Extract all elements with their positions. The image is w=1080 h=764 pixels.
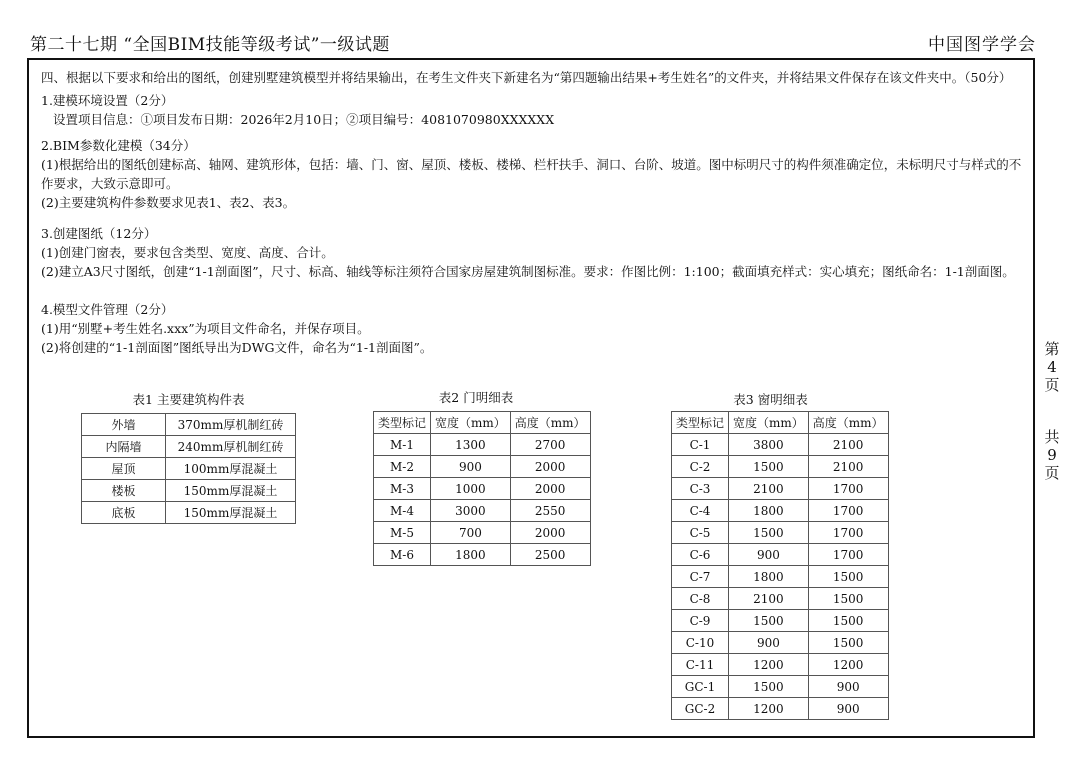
section-line: (2)将创建的“1-1剖面图”图纸导出为DWG文件，命名为“1-1剖面图”。: [41, 340, 433, 355]
component-table: [81, 413, 296, 524]
table-cell: C-10: [672, 632, 729, 654]
table-row: [374, 522, 591, 544]
table-header-row: [374, 412, 591, 434]
section-heading: 4.模型文件管理（2分）: [41, 302, 174, 317]
table-cell: GC-1: [672, 676, 729, 698]
table-cell: 900: [729, 632, 809, 654]
table-cell: 3800: [729, 434, 809, 456]
table-row: [374, 478, 591, 500]
table2-caption: 表2 门明细表: [438, 390, 514, 405]
table-row: [82, 502, 296, 524]
table-cell: C-11: [672, 654, 729, 676]
question-frame: [27, 58, 1035, 738]
table-cell: C-5: [672, 522, 729, 544]
table-cell: 2500: [510, 544, 590, 566]
table-cell: 900: [808, 676, 888, 698]
table-row: [672, 500, 889, 522]
table-row: [672, 632, 889, 654]
table-cell: 150mm厚混凝土: [166, 502, 296, 524]
table-cell: 2000: [510, 456, 590, 478]
table-cell: M-1: [374, 434, 431, 456]
table-row: [374, 544, 591, 566]
page-char: 9: [1047, 446, 1057, 464]
table-row: [672, 654, 889, 676]
table-cell: 900: [808, 698, 888, 720]
table-row: [374, 434, 591, 456]
table-cell: 900: [729, 544, 809, 566]
door-schedule-table: [373, 411, 591, 566]
table-row: [672, 456, 889, 478]
table-cell: C-9: [672, 610, 729, 632]
table-header-cell: 类型标记: [672, 412, 729, 434]
table-header-cell: 高度（mm）: [808, 412, 888, 434]
table-header-cell: 宽度（mm）: [729, 412, 809, 434]
page-char: 页: [1044, 464, 1060, 482]
table-cell: 1800: [431, 544, 511, 566]
table-cell: 1500: [729, 676, 809, 698]
table-cell: 1800: [729, 566, 809, 588]
section-line: (2)主要建筑构件参数要求见表1、表2、表3。: [41, 195, 296, 210]
table-cell: 2000: [510, 522, 590, 544]
table-row: [82, 480, 296, 502]
table-row: [374, 500, 591, 522]
table-cell: C-3: [672, 478, 729, 500]
section-modeling: [41, 136, 1026, 212]
table-cell: 1200: [808, 654, 888, 676]
page-char: 页: [1044, 376, 1060, 394]
table-cell: 屋顶: [82, 458, 166, 480]
table-row: [82, 414, 296, 436]
table-cell: 2700: [510, 434, 590, 456]
table-cell: 1700: [808, 478, 888, 500]
table-cell: 1000: [431, 478, 511, 500]
table-cell: M-6: [374, 544, 431, 566]
table-cell: 1500: [808, 632, 888, 654]
table-cell: 370mm厚机制红砖: [166, 414, 296, 436]
page-char: 共: [1044, 428, 1060, 446]
table-cell: 2100: [729, 478, 809, 500]
table-row: [672, 588, 889, 610]
table-row: [672, 478, 889, 500]
section-line: (2)建立A3尺寸图纸，创建“1-1剖面图”，尺寸、标高、轴线等标注须符合国家房屋建筑制图标准。要求：作图比例：1:100；截面填充样式：实心填充；图纸命名：1-1剖面图。: [41, 264, 1015, 279]
table-row: [374, 456, 591, 478]
table-cell: 1700: [808, 500, 888, 522]
section-line: 设置项目信息：①项目发布日期：2026年2月10日；②项目编号：4081070980XXXXXX: [53, 112, 555, 127]
section-environment: [41, 91, 1026, 129]
page-count-total: [1040, 428, 1064, 482]
section-heading: 3.创建图纸（12分）: [41, 226, 157, 241]
table-header-cell: 宽度（mm）: [431, 412, 511, 434]
section-heading: 2.BIM参数化建模（34分）: [41, 138, 196, 153]
table-row: [672, 522, 889, 544]
table-cell: 1200: [729, 654, 809, 676]
table-cell: 1500: [729, 456, 809, 478]
table-row: [82, 436, 296, 458]
table-cell: C-8: [672, 588, 729, 610]
section-drawings: [41, 224, 1026, 281]
table-header-cell: 高度（mm）: [510, 412, 590, 434]
table-cell: 1500: [808, 610, 888, 632]
section-heading: 1.建模环境设置（2分）: [41, 93, 174, 108]
table-row: [672, 566, 889, 588]
table-cell: 1200: [729, 698, 809, 720]
table-cell: 700: [431, 522, 511, 544]
page-number-current: [1040, 340, 1064, 394]
table-header-row: [672, 412, 889, 434]
table-cell: GC-2: [672, 698, 729, 720]
table-cell: 100mm厚混凝土: [166, 458, 296, 480]
table-cell: 外墙: [82, 414, 166, 436]
section-file-management: [41, 300, 1026, 357]
table3-caption: 表3 窗明细表: [733, 392, 808, 407]
table-cell: 1500: [808, 588, 888, 610]
table-cell: 1300: [431, 434, 511, 456]
page-char: 4: [1047, 358, 1057, 376]
table-cell: 240mm厚机制红砖: [166, 436, 296, 458]
table-cell: 底板: [82, 502, 166, 524]
table-row: [672, 676, 889, 698]
table-cell: 900: [431, 456, 511, 478]
table-cell: C-2: [672, 456, 729, 478]
section-line: (1)用“别墅+考生姓名.xxx”为项目文件命名，并保存项目。: [41, 321, 370, 336]
table-row: [672, 698, 889, 720]
table-cell: 2100: [808, 434, 888, 456]
table-cell: 1700: [808, 522, 888, 544]
table-cell: 2550: [510, 500, 590, 522]
table-cell: 150mm厚混凝土: [166, 480, 296, 502]
organization-name: 中国图学学会: [928, 35, 1036, 55]
table-cell: 2100: [729, 588, 809, 610]
section-line: (1)创建门窗表，要求包含类型、宽度、高度、合计。: [41, 245, 334, 260]
table-cell: 3000: [431, 500, 511, 522]
window-schedule-table: [671, 411, 889, 720]
section-line: (1)根据给出的图纸创建标高、轴网、建筑形体，包括：墙、门、窗、屋顶、楼板、楼梯、栏杆扶手、洞口、台阶、坡道。图中标明尺寸的构件须准确定位，未标明尺寸与样式的不作要求，大致示意即可。: [41, 157, 1022, 191]
table-cell: 1800: [729, 500, 809, 522]
table-cell: 1500: [808, 566, 888, 588]
table-row: [82, 458, 296, 480]
table-cell: 楼板: [82, 480, 166, 502]
table-cell: C-4: [672, 500, 729, 522]
table-cell: C-6: [672, 544, 729, 566]
table-cell: M-5: [374, 522, 431, 544]
table-row: [672, 610, 889, 632]
table-cell: M-3: [374, 478, 431, 500]
table-cell: C-1: [672, 434, 729, 456]
table-cell: C-7: [672, 566, 729, 588]
table-cell: 2100: [808, 456, 888, 478]
table-row: [672, 434, 889, 456]
table-cell: 1700: [808, 544, 888, 566]
question-title: 四、根据以下要求和给出的图纸，创建别墅建筑模型并将结果输出，在考生文件夹下新建名为“第四题输出结果+考生姓名”的文件夹，并将结果文件保存在该文件夹中。（50分）: [41, 70, 1012, 85]
table-row: [672, 544, 889, 566]
table-cell: 1500: [729, 610, 809, 632]
table-cell: 2000: [510, 478, 590, 500]
table-header-cell: 类型标记: [374, 412, 431, 434]
exam-title: 第二十七期 “全国BIM技能等级考试”一级试题: [30, 35, 390, 55]
page-char: 第: [1044, 340, 1060, 358]
table1-caption: 表1 主要建筑构件表: [132, 392, 245, 407]
table-cell: M-2: [374, 456, 431, 478]
table-cell: 1500: [729, 522, 809, 544]
table-cell: M-4: [374, 500, 431, 522]
table-cell: 内隔墙: [82, 436, 166, 458]
